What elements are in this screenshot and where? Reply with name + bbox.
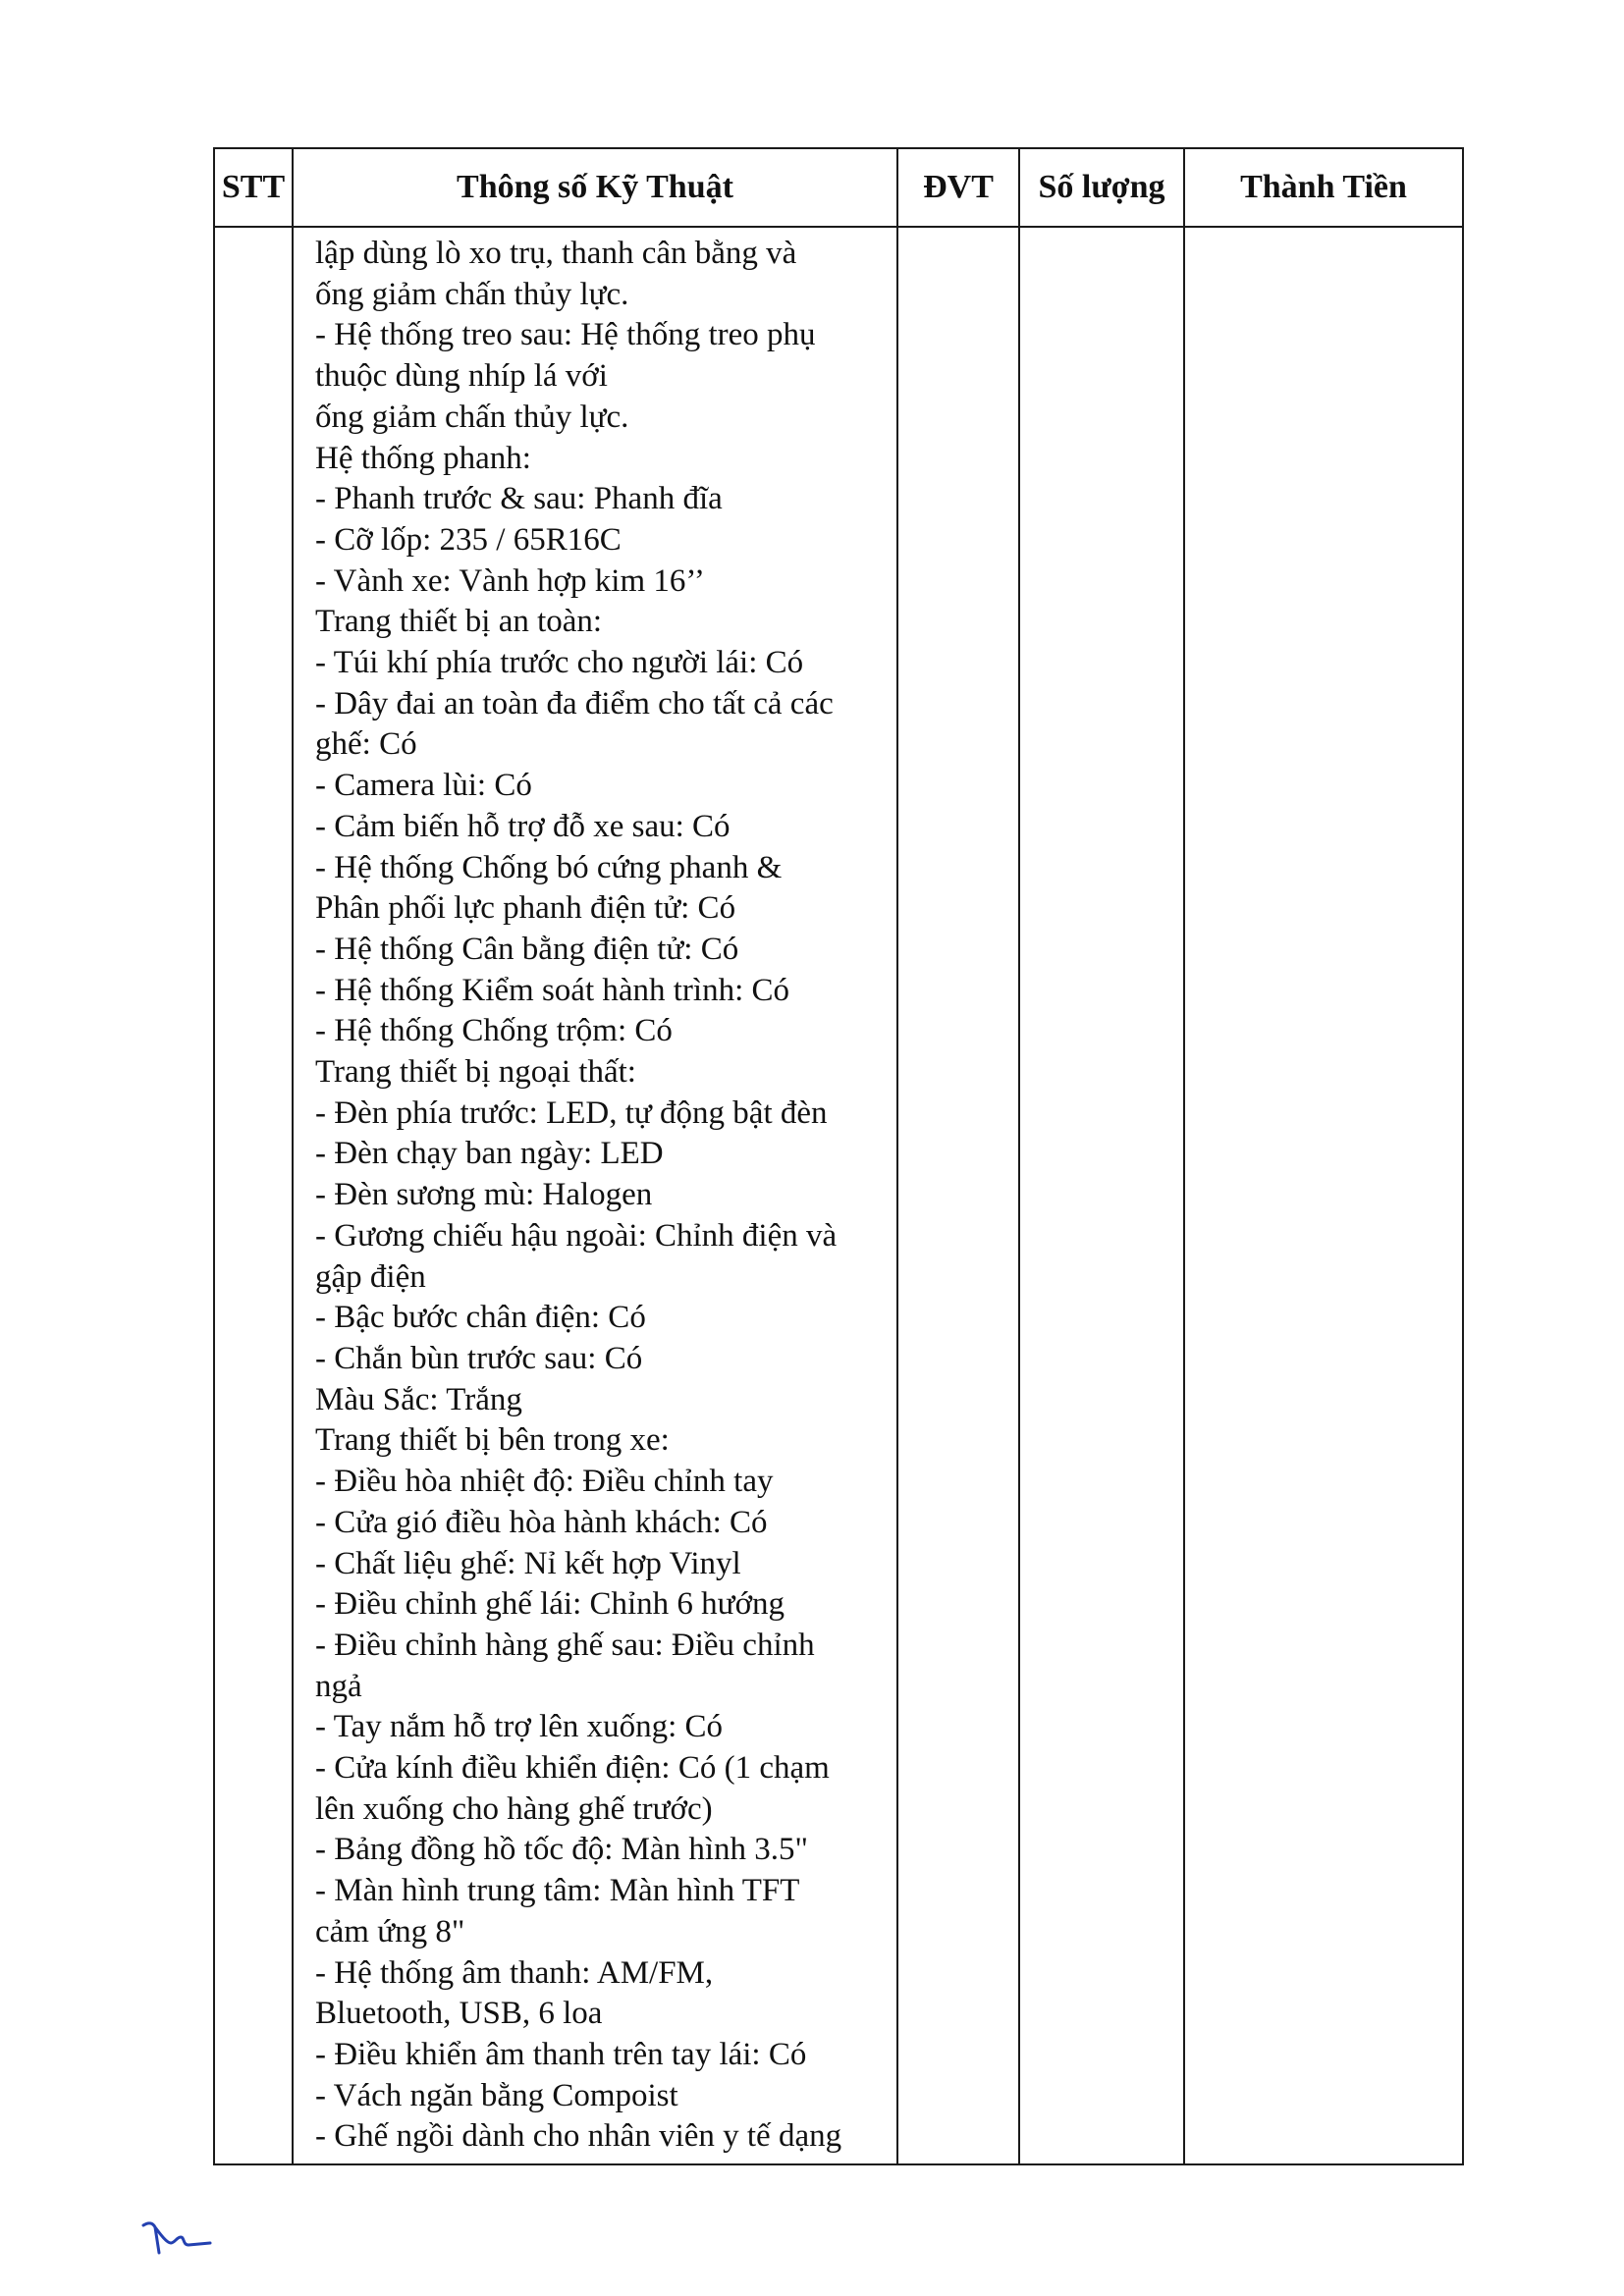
cell-spec	[293, 227, 897, 2164]
header-total: Thành Tiền	[1184, 148, 1463, 227]
header-quantity: Số lượng	[1019, 148, 1184, 227]
header-stt: STT	[214, 148, 293, 227]
spec-line: lên xuống cho hàng ghế trước)	[315, 1790, 713, 1827]
spec-line: - Chắn bùn trước sau: Có	[315, 1340, 643, 1376]
spec-line: Phân phối lực phanh điện tử: Có	[315, 890, 736, 927]
spec-line: - Cỡ lốp: 235 / 65R16C	[315, 521, 622, 558]
spec-line: - Hệ thống Kiểm soát hành trình: Có	[315, 972, 790, 1008]
spec-line: Hệ thống phanh:	[315, 440, 531, 476]
cell-stt	[214, 227, 293, 2164]
cell-quantity	[1019, 227, 1184, 2164]
table-row	[214, 227, 1463, 2164]
spec-line: - Hệ thống treo sau: Hệ thống treo phụ	[315, 317, 816, 353]
spec-line: - Vách ngăn bằng Compoist	[315, 2077, 678, 2113]
spec-line: - Điều chỉnh ghế lái: Chỉnh 6 hướng	[315, 1586, 785, 1623]
cell-unit	[897, 227, 1019, 2164]
signature-icon	[137, 2214, 216, 2263]
spec-line: - Ghế ngồi dành cho nhân viên y tế dạng	[315, 2118, 842, 2155]
spec-line: Trang thiết bị an toàn:	[315, 604, 603, 640]
spec-line: - Hệ thống Chống bó cứng phanh &	[315, 849, 783, 885]
spec-line: - Hệ thống Cân bằng điện tử: Có	[315, 931, 739, 967]
header-spec: Thông số Kỹ Thuật	[293, 148, 897, 227]
header-unit: ĐVT	[897, 148, 1019, 227]
spec-line: - Chất liệu ghế: Nỉ kết hợp Vinyl	[315, 1545, 741, 1581]
spec-line: - Hệ thống Chống trộm: Có	[315, 1013, 673, 1049]
spec-line: - Dây đai an toàn đa điểm cho tất cả các	[315, 685, 834, 721]
spec-line: - Túi khí phía trước cho người lái: Có	[315, 645, 804, 681]
spec-line: - Đèn chạy ban ngày: LED	[315, 1136, 664, 1172]
spec-line: ngả	[315, 1668, 362, 1704]
spec-line: - Vành xe: Vành hợp kim 16’’	[315, 562, 705, 599]
spec-line: - Camera lùi: Có	[315, 768, 532, 804]
spec-line: lập dùng lò xo trụ, thanh cân bằng và	[315, 236, 797, 271]
spec-line: ống giảm chấn thủy lực.	[315, 399, 629, 435]
spec-line: Trang thiết bị bên trong xe:	[315, 1422, 670, 1459]
spec-line: - Bậc bước chân điện: Có	[315, 1300, 646, 1336]
spec-line: - Điều hòa nhiệt độ: Điều chỉnh tay	[315, 1464, 774, 1500]
spec-line: - Hệ thống âm thanh: AM/FM,	[315, 1954, 714, 1991]
spec-line: cảm ứng 8"	[315, 1913, 465, 1949]
spec-line: Màu Sắc: Trắng	[315, 1381, 522, 1417]
spec-line: - Đèn sương mù: Halogen	[315, 1177, 653, 1213]
spec-table	[213, 147, 1464, 2165]
spec-line: ống giảm chấn thủy lực.	[315, 276, 629, 312]
spec-line: - Điều chỉnh hàng ghế sau: Điều chỉnh	[315, 1627, 815, 1663]
spec-line: thuộc dùng nhíp lá với	[315, 358, 608, 395]
spec-line: gập điện	[315, 1258, 426, 1295]
spec-line: - Cửa kính điều khiển điện: Có (1 chạm	[315, 1750, 830, 1787]
spec-line: Bluetooth, USB, 6 loa	[315, 1996, 603, 2032]
spec-line: ghế: Có	[315, 726, 417, 763]
spec-line: - Phanh trước & sau: Phanh đĩa	[315, 481, 723, 517]
spec-text-block	[315, 234, 896, 2158]
spec-line: - Bảng đồng hồ tốc độ: Màn hình 3.5"	[315, 1832, 809, 1868]
spec-line: - Tay nắm hỗ trợ lên xuống: Có	[315, 1709, 724, 1745]
spec-line: Trang thiết bị ngoại thất:	[315, 1054, 636, 1091]
spec-line: - Đèn phía trước: LED, tự động bật đèn	[315, 1095, 828, 1131]
spec-line: - Cảm biến hỗ trợ đỗ xe sau: Có	[315, 808, 731, 844]
table-header-row	[214, 148, 1463, 227]
spec-line: - Cửa gió điều hòa hành khách: Có	[315, 1504, 768, 1540]
spec-line: - Màn hình trung tâm: Màn hình TFT	[315, 1873, 800, 1909]
spec-line: - Điều khiển âm thanh trên tay lái: Có	[315, 2036, 807, 2072]
spec-line: - Gương chiếu hậu ngoài: Chỉnh điện và	[315, 1217, 838, 1254]
cell-total	[1184, 227, 1463, 2164]
